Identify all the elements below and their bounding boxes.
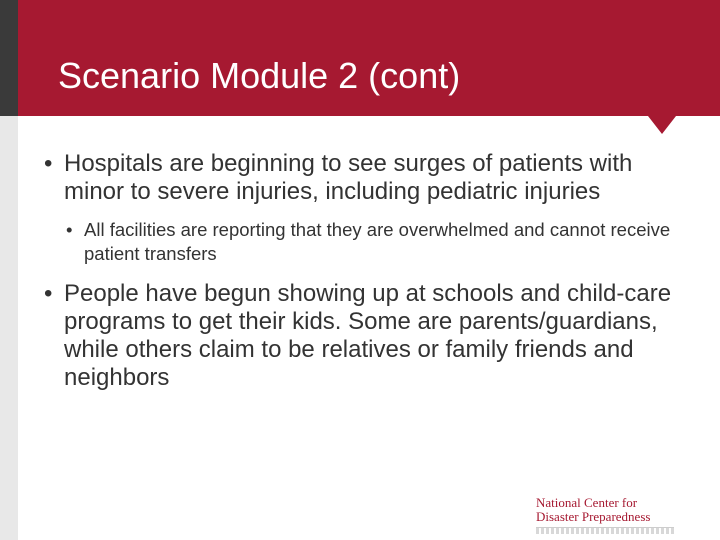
bullet-icon: • [66, 219, 73, 240]
bullet-icon: • [44, 150, 53, 177]
sub-bullet-item [64, 218, 690, 266]
bullet-icon: • [44, 280, 53, 307]
logo-line-2: Disaster Preparedness [536, 509, 651, 524]
left-accent-bar-gray [0, 116, 18, 540]
slide-title: Scenario Module 2 (cont) [58, 55, 461, 96]
bullet-list [40, 150, 690, 392]
bullet-text: Hospitals are beginning to see surges of patients with minor to severe injuries, including pediatric injuries [64, 150, 633, 205]
left-accent-bar-dark [0, 0, 18, 116]
banner-notch [648, 116, 676, 134]
sub-bullet-text: All facilities are reporting that they are overwhelmed and cannot receive patient transfers [84, 219, 671, 264]
logo-tagline-strip [536, 527, 674, 534]
bullet-item [40, 150, 690, 266]
ncdp-logo [536, 496, 686, 534]
sub-bullet-list [64, 218, 690, 266]
slide-body [40, 150, 690, 406]
logo-line-1: National Center for [536, 495, 638, 510]
bullet-text: People have begun showing up at schools and child-care programs to get their kids. Some are parents/guardians, while others claim to be relatives or family friends and neighbors [64, 280, 672, 391]
bullet-item [40, 280, 690, 392]
